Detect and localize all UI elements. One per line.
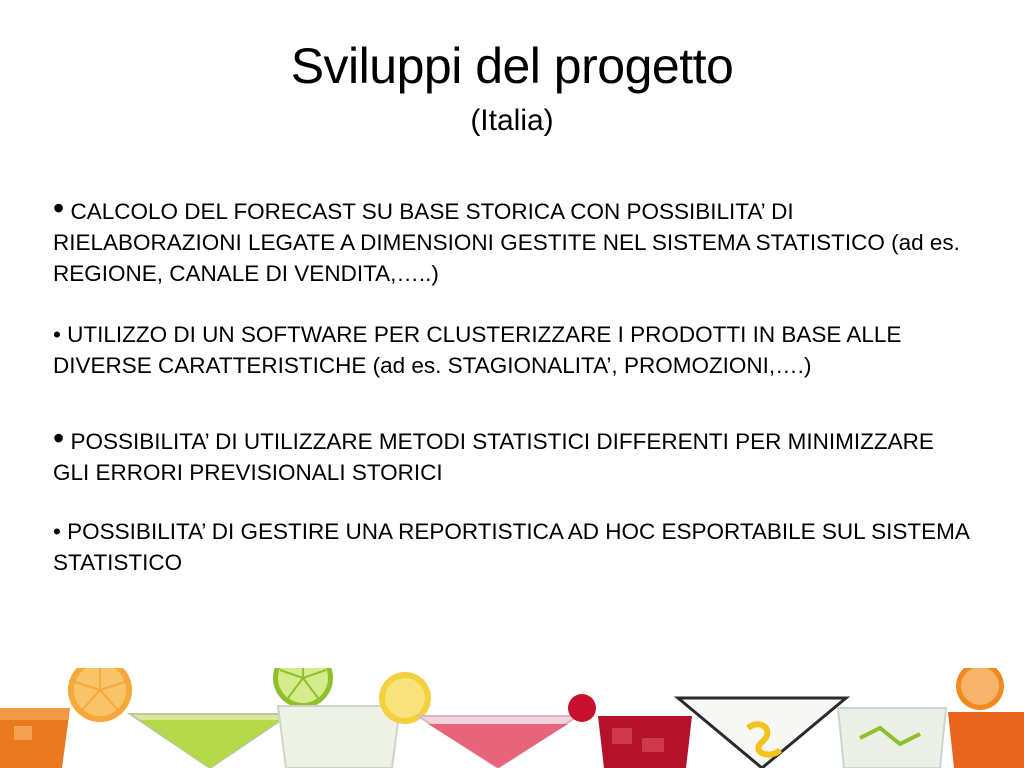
bullet-text: POSSIBILITA’ DI GESTIRE UNA REPORTISTICA AD HOC ESPORTABILE SUL SISTEMA STATISTICO — [53, 519, 969, 575]
bullet-marker: • — [53, 420, 65, 456]
bullet-item — [53, 420, 973, 488]
raspberry-icon — [568, 694, 596, 722]
cosmopolitan-glass-icon — [418, 716, 578, 768]
bullet-text: POSSIBILITA’ DI UTILIZZARE METODI STATISTICI DIFFERENTI PER MINIMIZZARE GLI ERRORI PREVISIONALI STORICI — [53, 429, 934, 485]
bullet-item — [53, 319, 973, 381]
martini-lemon-icon — [678, 698, 846, 768]
orange-drink-right-icon — [948, 668, 1024, 768]
cocktail-banner-image — [0, 668, 1024, 768]
bullet-item — [53, 190, 973, 289]
slide-subtitle: (Italia) — [470, 104, 554, 137]
red-drink-icon — [598, 716, 692, 768]
orange-slice-icon — [68, 668, 132, 722]
bullet-marker: • — [53, 190, 65, 226]
orange-drink-icon — [0, 708, 70, 768]
bullet-list — [53, 190, 973, 578]
bullet-text: UTILIZZO DI UN SOFTWARE PER CLUSTERIZZARE I PRODOTTI IN BASE ALLE DIVERSE CARATTERISTICHE (ad es. STAGIONALITA’, PROMOZIONI,….) — [53, 322, 902, 378]
bullet-marker: • — [53, 322, 61, 347]
bullet-marker: • — [53, 519, 61, 544]
martini-glass-icon — [130, 714, 290, 768]
bullet-text: CALCOLO DEL FORECAST SU BASE STORICA CON POSSIBILITA’ DI RIELABORAZIONI LEGATE A DIMENSIONI GESTITE NEL SISTEMA STATISTICO (ad es. REGIONE, CANALE DI VENDITA,…..) — [53, 199, 960, 286]
bullet-item — [53, 516, 973, 578]
lime-slice-icon — [273, 668, 333, 708]
slide-title: Sviluppi del progetto — [290, 38, 734, 94]
mojito-glass-icon — [838, 708, 946, 768]
